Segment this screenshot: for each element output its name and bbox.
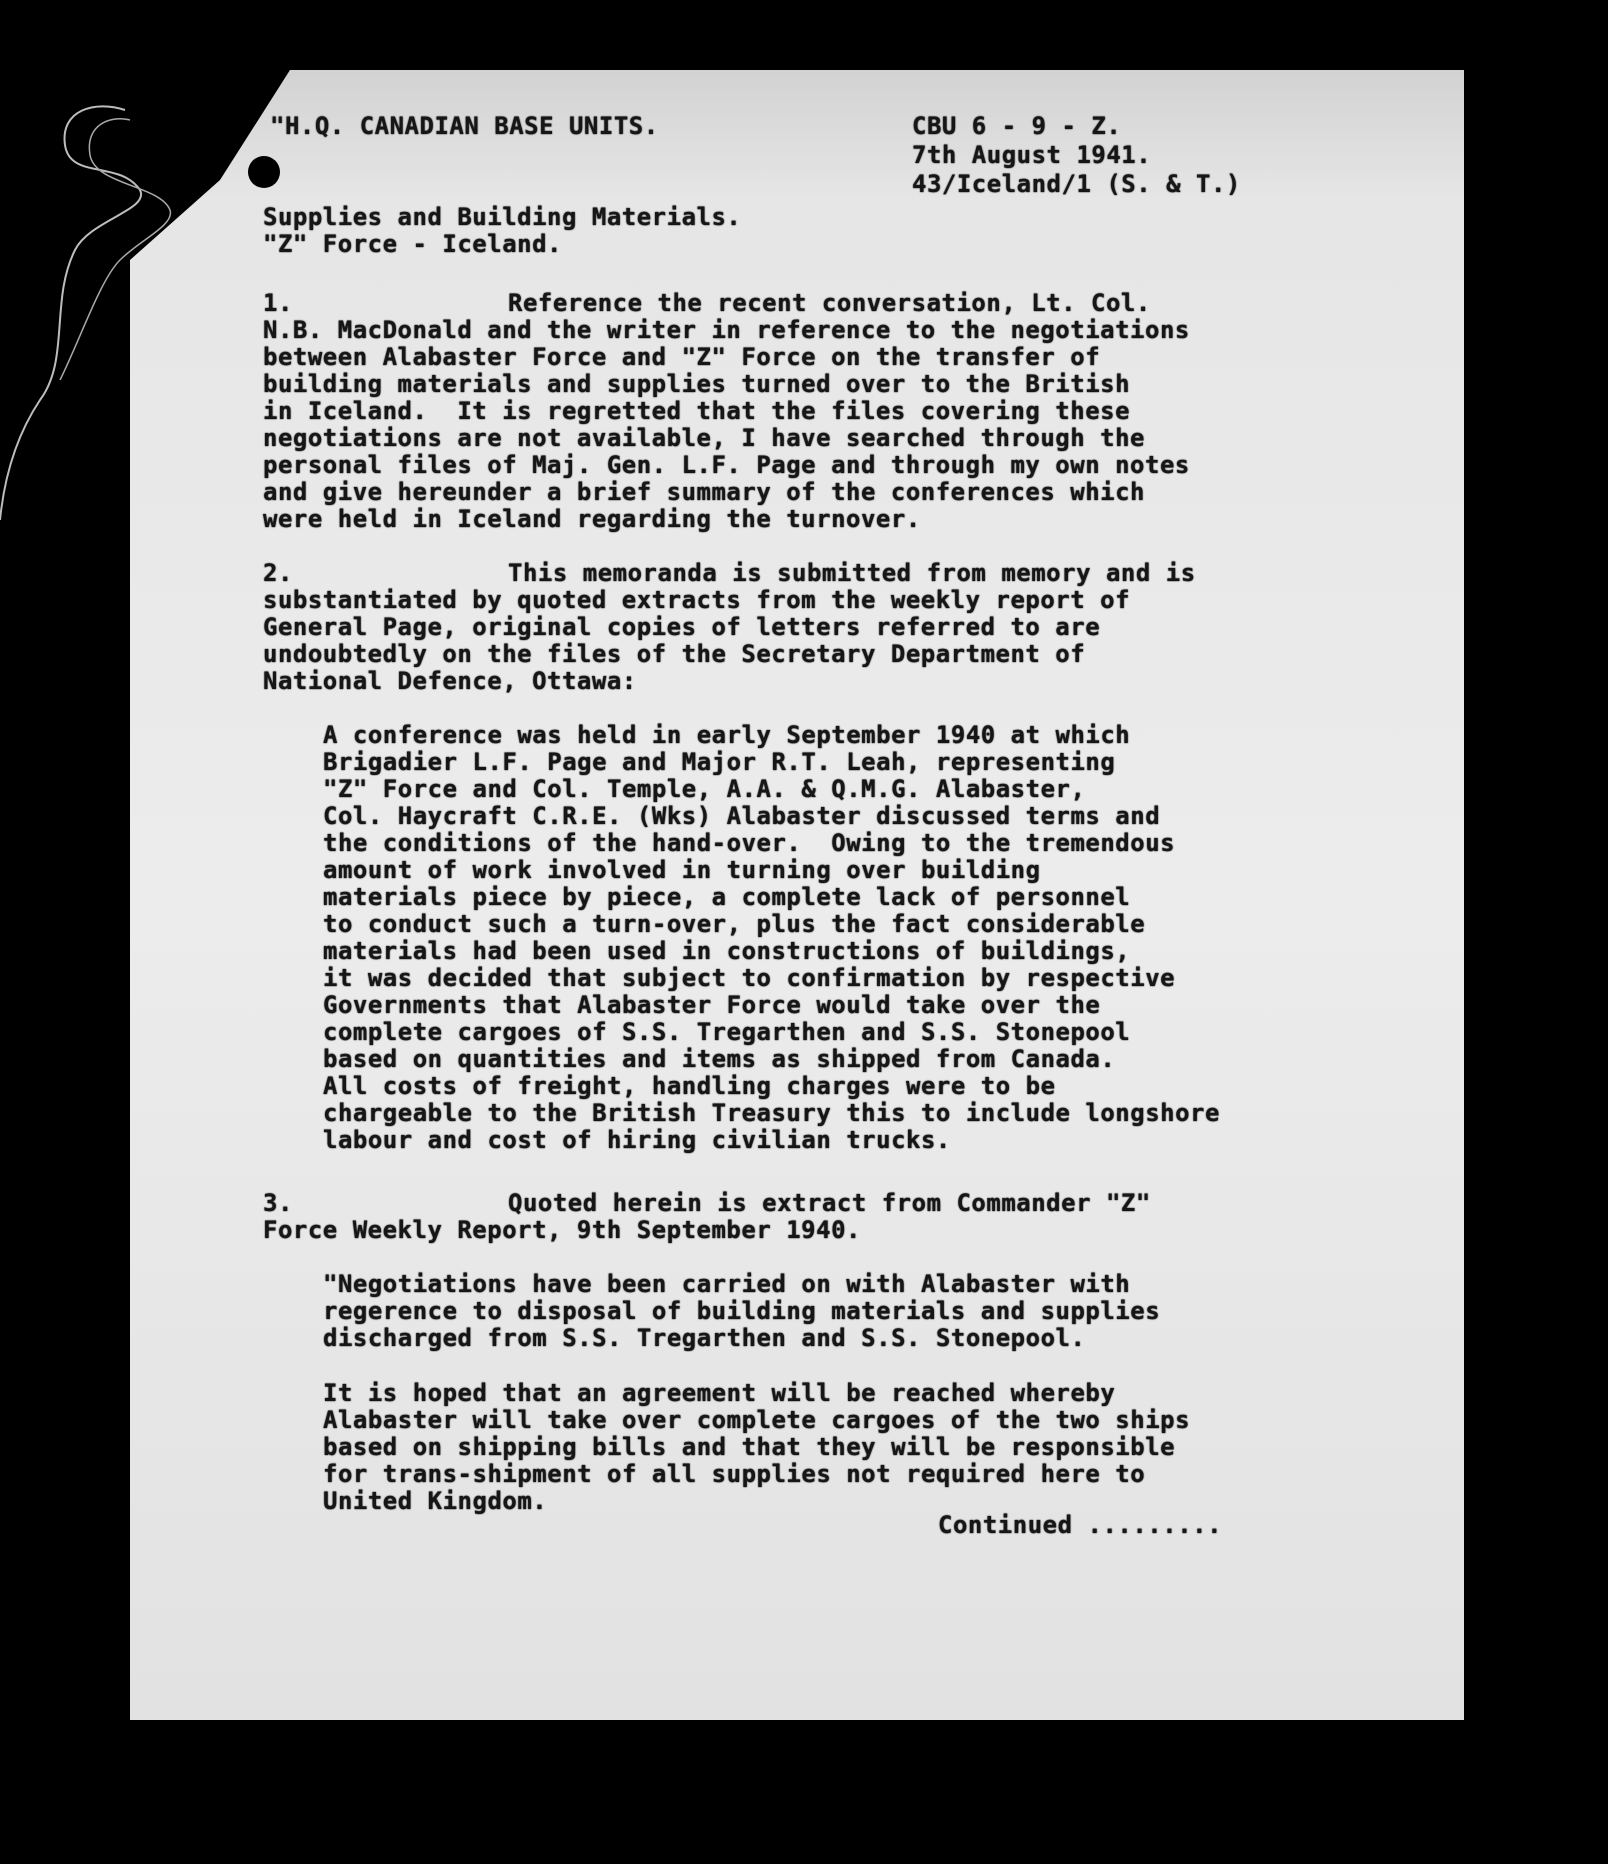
quote-1-line: based on quantities and items as shipped from Canada.	[323, 1045, 1116, 1073]
paragraph-2-line: General Page, original copies of letters referred to are	[263, 613, 1101, 641]
paragraph-2-line: undoubtedly on the files of the Secretary Department of	[263, 640, 1086, 668]
quote-1-line: the conditions of the hand-over. Owing to the tremendous	[323, 829, 1176, 857]
quote-1-line: All costs of freight, handling charges were to be	[323, 1072, 1056, 1100]
quote-1-line: labour and cost of hiring civilian trucks.	[323, 1126, 951, 1154]
punch-hole	[248, 156, 280, 188]
subject-line-2: "Z" Force - Iceland.	[263, 230, 562, 258]
quote-2-line: "Negotiations have been carried on with Alabaster with	[323, 1270, 1131, 1298]
paragraph-1-line: personal files of Maj. Gen. L.F. Page and through my own notes	[263, 451, 1190, 479]
quote-1-line: it was decided that subject to confirmation by respective	[323, 964, 1176, 992]
paragraph-1-line: N.B. MacDonald and the writer in reference to the negotiations	[263, 316, 1190, 344]
paragraph-1-line: Reference the recent conversation, Lt. Col.	[508, 289, 1151, 317]
paragraph-3-line: Force Weekly Report, 9th September 1940.	[263, 1216, 861, 1244]
paragraph-3-line: Quoted herein is extract from Commander "Z"	[508, 1189, 1151, 1217]
paragraph-1-line: and give hereunder a brief summary of the conferences which	[263, 478, 1146, 506]
paragraph-1-line: between Alabaster Force and "Z" Force on the transfer of	[263, 343, 1101, 371]
quote-1-line: complete cargoes of S.S. Tregarthen and S.S. Stonepool	[323, 1018, 1131, 1046]
paragraph-2-line: National Defence, Ottawa:	[263, 667, 637, 695]
paragraph-2-line: substantiated by quoted extracts from the weekly report of	[263, 586, 1131, 614]
quote-1-line: A conference was held in early September 1940 at which	[323, 721, 1131, 749]
header-unit: "H.Q. CANADIAN BASE UNITS.	[270, 112, 659, 140]
paragraph-2-number: 2.	[263, 559, 293, 587]
quote-1-line: to conduct such a turn-over, plus the fact considerable	[323, 910, 1146, 938]
quote-1-line: Brigadier L.F. Page and Major R.T. Leah, representing	[323, 748, 1116, 776]
paragraph-1-line: in Iceland. It is regretted that the files covering these	[263, 397, 1131, 425]
header-ref-cbu: CBU 6 - 9 - Z.	[912, 112, 1122, 140]
quote-1-line: "Z" Force and Col. Temple, A.A. & Q.M.G. Alabaster,	[323, 775, 1086, 803]
quote-3-line: based on shipping bills and that they will be responsible	[323, 1433, 1176, 1461]
quote-1-line: materials had been used in constructions of buildings,	[323, 937, 1131, 965]
paragraph-1-line: building materials and supplies turned over to the British	[263, 370, 1131, 398]
binding-string	[0, 100, 250, 520]
paragraph-1-number: 1.	[263, 289, 293, 317]
paragraph-2-line: This memoranda is submitted from memory and is	[508, 559, 1196, 587]
header-date: 7th August 1941.	[912, 141, 1152, 169]
quote-1-line: amount of work involved in turning over building	[323, 856, 1041, 884]
quote-3-line: for trans-shipment of all supplies not required here to	[323, 1460, 1146, 1488]
quote-1-line: materials piece by piece, a complete lack of personnel	[323, 883, 1131, 911]
quote-3-line: It is hoped that an agreement will be reached whereby	[323, 1379, 1116, 1407]
header-ref-file: 43/Iceland/1 (S. & T.)	[912, 170, 1241, 198]
paragraph-1-line: negotiations are not available, I have searched through the	[263, 424, 1146, 452]
quote-3-line: United Kingdom.	[323, 1487, 548, 1515]
quote-1-line: Governments that Alabaster Force would take over the	[323, 991, 1101, 1019]
subject-line-1: Supplies and Building Materials.	[263, 203, 742, 231]
quote-3-line: Alabaster will take over complete cargoes of the two ships	[323, 1406, 1191, 1434]
continued-note: Continued .........	[938, 1511, 1223, 1539]
quote-1-line: chargeable to the British Treasury this to include longshore	[323, 1099, 1220, 1127]
paragraph-1-line: were held in Iceland regarding the turnover.	[263, 505, 921, 533]
quote-1-line: Col. Haycraft C.R.E. (Wks) Alabaster discussed terms and	[323, 802, 1161, 830]
quote-2-line: regerence to disposal of building materials and supplies	[323, 1297, 1161, 1325]
paragraph-3-number: 3.	[263, 1189, 293, 1217]
quote-2-line: discharged from S.S. Tregarthen and S.S. Stonepool.	[323, 1324, 1086, 1352]
